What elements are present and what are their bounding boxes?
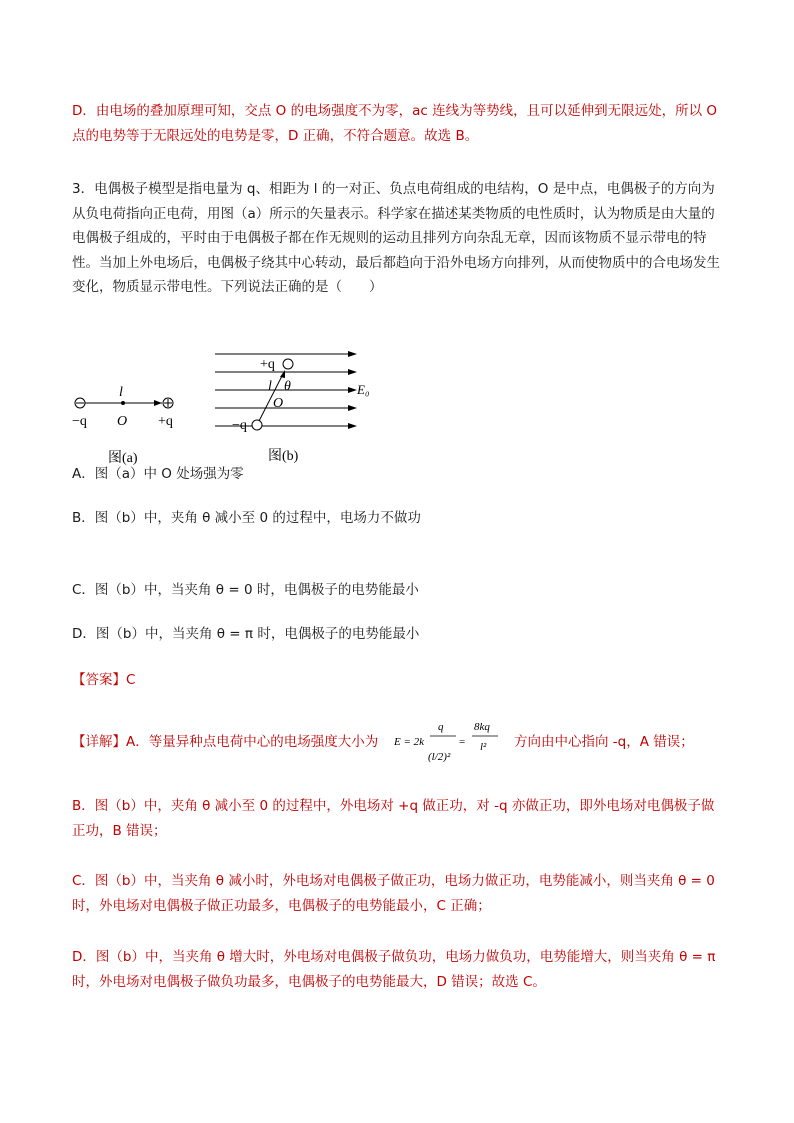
fig-b-o: O bbox=[273, 396, 284, 411]
option-c: C．图（b）中，当夹角 θ = 0 时，电偶极子的电势能最小 bbox=[72, 582, 419, 598]
figure-b bbox=[210, 344, 380, 470]
fig-a-l: l bbox=[119, 385, 123, 400]
figure-a bbox=[70, 380, 190, 470]
fig-a-neg: −q bbox=[72, 414, 87, 429]
formula-lhs: E = 2k bbox=[394, 736, 425, 748]
fig-a-pos: +q bbox=[158, 414, 173, 429]
fig-a-o: O bbox=[117, 414, 128, 429]
answer-label: 【答案】 bbox=[72, 672, 126, 688]
pos-charge-icon bbox=[283, 359, 293, 369]
answer-value: C bbox=[126, 672, 136, 688]
detail-c: C．图（b）中，当夹角 θ 减小时，外电场对电偶极子做正功，电场力做正功，电势能减小，则当夹角 θ = 0 时，外电场对电偶极子做正功最多，电偶极子的电势能最小，C 正确； bbox=[72, 873, 715, 914]
formula-rhs-den: l² bbox=[480, 741, 487, 753]
formula-e bbox=[394, 712, 510, 772]
detail-a bbox=[72, 732, 378, 752]
detail-b: B．图（b）中，夹角 θ 减小至 0 的过程中，外电场对 +q 做正功，对 -q 亦做正功，即外电场对电偶极子做正功，B 错误； bbox=[72, 798, 715, 839]
answer-line bbox=[72, 670, 135, 690]
neg-charge-icon bbox=[252, 420, 262, 430]
detail-label: 【详解】 bbox=[72, 734, 126, 750]
fig-b-theta: θ bbox=[284, 379, 291, 394]
detail-d: D．图（b）中，当夹角 θ 增大时，外电场对电偶极子做负功，电场力做负功，电势能增大，则当夹角 θ = π 时，外电场对电偶极子做负功最多，电偶极子的电势能最大，D 错误；故选 C。 bbox=[72, 949, 716, 990]
question-stem: 电偶极子模型是指电量为 q、相距为 l 的一对正、负点电荷组成的电结构，O 是中点，电偶极子的方向为从负电荷指向正电荷，用图（a）所示的矢量表示。科学家在描述某类物质的电性质时，认为物质是由大量的电偶极子组成的，平时由于电偶极子都在作无规则的运动且排列方向杂乱无章，因而该物质不显示带电的特性。当加上外电场后，电偶极子绕其中心转动，最后都趋向于沿外电场方向排列，从而使物质中的合电场发生变化，物质显示带电性。下列说法正确的是（ ） bbox=[72, 181, 720, 295]
fig-b-pos: +q bbox=[260, 357, 275, 372]
fig-b-field: E₀ bbox=[357, 382, 370, 397]
option-b: B．图（b）中，夹角 θ 减小至 0 的过程中，电场力不做功 bbox=[72, 510, 421, 526]
option-d: D．图（b）中，当夹角 θ = π 时，电偶极子的电势能最小 bbox=[72, 626, 420, 642]
question-number: 3． bbox=[72, 181, 95, 197]
svg-text:=: = bbox=[459, 736, 466, 748]
formula-den: (l/2)² bbox=[428, 751, 451, 763]
formula-rhs-num: 8kq bbox=[474, 721, 490, 733]
prev-answer-d: D．由电场的叠加原理可知，交点 O 的电场强度不为零，ac 连线为等势线，且可以延伸到无限远处，所以 O 点的电势等于无限远处的电势是零，D 正确，不符合题意。故选 B。 bbox=[72, 103, 718, 144]
fig-a-caption: 图(a) bbox=[108, 451, 138, 466]
option-a: A．图（a）中 O 处场强为零 bbox=[72, 466, 244, 482]
question-3 bbox=[72, 177, 724, 300]
detail-a-prefix: A．等量异种点电荷中心的电场强度大小为 bbox=[126, 734, 379, 750]
fig-b-neg: −q bbox=[232, 418, 247, 433]
formula-num: q bbox=[438, 721, 444, 733]
fig-b-l: l bbox=[268, 379, 272, 394]
detail-a-suffix: 方向由中心指向 -q，A 错误； bbox=[514, 734, 694, 750]
fig-b-caption: 图(b) bbox=[268, 449, 299, 464]
